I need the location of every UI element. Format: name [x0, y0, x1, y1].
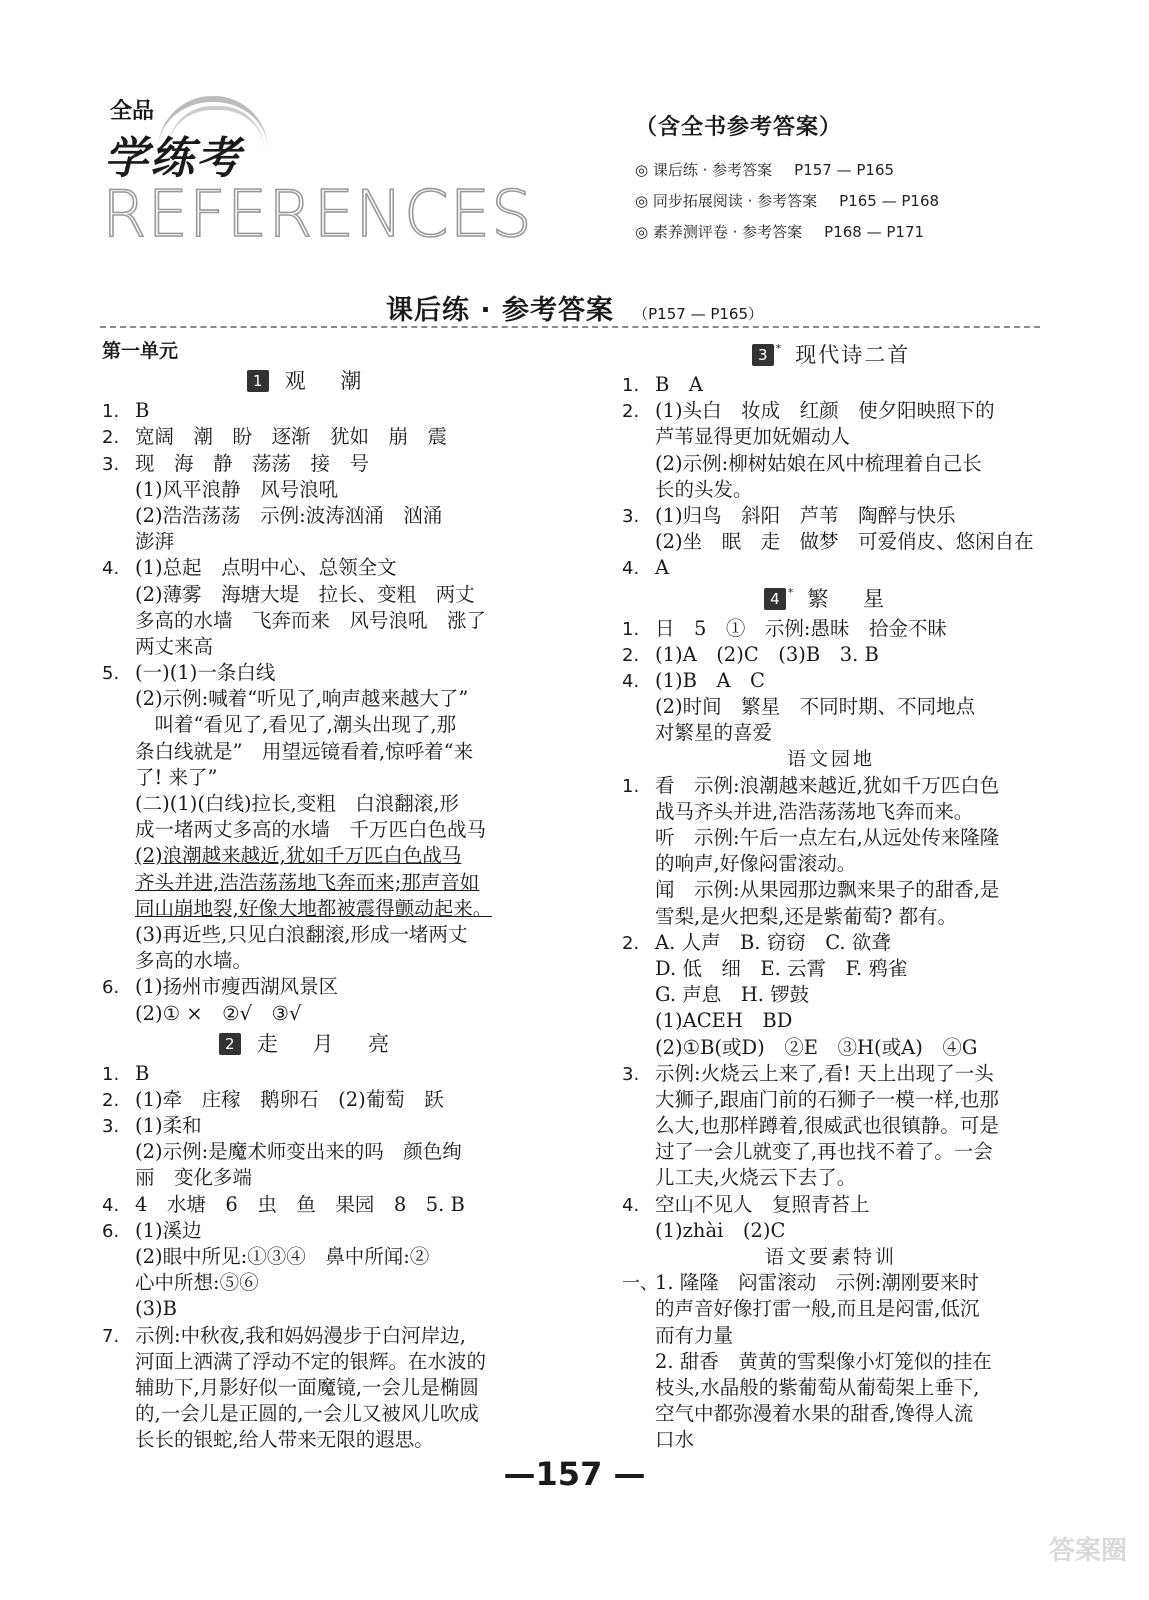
answer-text: (1)ACEH BD	[655, 1009, 793, 1033]
answer-text: 长的头发。	[655, 477, 753, 501]
answer-line	[622, 398, 1040, 424]
answer-text: 空气中都弥漫着水果的甜香,馋得人流	[655, 1402, 974, 1426]
lesson-title: 观 潮	[284, 369, 376, 394]
answer-line	[622, 1139, 1040, 1165]
question-number: 2.	[102, 1089, 120, 1111]
answer-line	[622, 1427, 1040, 1453]
answer-line	[102, 1270, 520, 1296]
contents-item-pages: P168 — P171	[824, 223, 925, 241]
answer-line	[102, 712, 520, 738]
answer-line	[102, 1218, 520, 1244]
answer-line	[622, 616, 1040, 642]
section-title: 课后练 · 参考答案	[385, 295, 615, 326]
answer-line	[622, 1113, 1040, 1139]
answer-line	[622, 877, 1040, 903]
answer-line	[622, 372, 1040, 398]
answer-text: (1)扬州市瘦西湖风景区	[135, 975, 339, 999]
answer-text: 多高的水墙。	[135, 949, 253, 973]
question-number: 2.	[102, 427, 120, 449]
chinese-garden-heading: 语文园地	[786, 748, 875, 771]
answer-line	[102, 1375, 520, 1401]
contents-item	[635, 186, 995, 217]
answer-text: (2)① × ②√ ③√	[135, 1001, 302, 1025]
page-number: —157 —	[503, 1455, 646, 1493]
answer-text: 条白线就是” 用望远镜看着,惊呼着“来	[135, 739, 474, 763]
answer-text: 听 示例:午后一点左右,从远处传来隆隆	[655, 826, 1000, 849]
answer-line	[102, 870, 520, 896]
answer-text: 示例:中秋夜,我和妈妈漫步于白河岸边,	[135, 1323, 466, 1347]
contents-item-pages: P157 — P165	[794, 161, 895, 179]
answer-text: 澎湃	[135, 530, 175, 554]
answer-line	[102, 503, 520, 529]
optional-star: *	[787, 585, 794, 599]
contents-list	[635, 155, 995, 248]
question-number: 4.	[622, 558, 640, 580]
answer-text: 同山崩地裂,好像大地都被震得颤动起来。	[135, 896, 493, 920]
answer-text: (2)示例:是魔术师变出来的吗 颜色绚	[135, 1140, 462, 1164]
answer-text: (2)时间 繁星 不同时期、不同地点	[655, 695, 976, 719]
answer-text: 多高的水墙 飞奔而来 风号浪吼 涨了	[135, 608, 487, 632]
logo-main-text: 学练考	[104, 133, 242, 184]
answer-line	[622, 694, 1040, 720]
answer-line	[102, 424, 520, 450]
answer-line	[102, 582, 520, 608]
answer-text: 长长的银蛇,给人带来无限的遐思。	[135, 1428, 434, 1452]
lesson-heading-2	[102, 1027, 520, 1061]
answer-line	[622, 1061, 1040, 1087]
answer-text: 丽 变化多端	[135, 1166, 253, 1190]
answer-text: (2)浩浩荡荡 示例:波涛汹涌 汹涌	[135, 503, 443, 527]
answer-line	[102, 1165, 520, 1191]
lesson-title: 走 月 亮	[256, 1031, 404, 1056]
lesson-3-answers	[622, 372, 1040, 582]
answer-line	[102, 1323, 520, 1349]
answer-line	[102, 1087, 520, 1113]
answer-text: 口水	[655, 1428, 695, 1452]
answer-text: 的,一会儿是正圆的,一会儿又被风儿吹成	[135, 1402, 479, 1426]
answer-text: (1)B A C	[655, 668, 765, 692]
answer-line	[102, 1244, 520, 1270]
answer-text: A	[655, 556, 670, 580]
dashed-divider	[100, 326, 1040, 328]
answer-text: 的响声,好像闷雷滚动。	[655, 852, 857, 876]
question-number: 2.	[622, 401, 640, 423]
answer-line	[622, 799, 1040, 825]
answer-text: D. 低 细 E. 云霄 F. 鸦雀	[655, 956, 908, 980]
answer-text: 两丈来高	[135, 634, 214, 658]
answer-text: 宽阔 潮 盼 逐渐 犹如 崩 震	[135, 425, 448, 449]
question-number: 2.	[622, 932, 640, 954]
answer-text: (1)A (2)C (3)B 3. B	[655, 642, 879, 666]
answer-line	[102, 608, 520, 634]
answer-text: 4 水塘 6 虫 鱼 果园 8 5. B	[135, 1192, 465, 1216]
answer-text: 齐头并进,浩浩荡荡地飞奔而来;那声音如	[135, 870, 480, 894]
answer-text: 闻 示例:从果园那边飘来果子的甜香,是	[655, 878, 1000, 902]
answer-text: (1)牵 庄稼 鹅卵石 (2)葡萄 跃	[135, 1087, 444, 1111]
answer-text: 过了一会儿就变了,再也找不着了。一会	[655, 1140, 993, 1164]
answer-line	[622, 503, 1040, 529]
answer-line	[102, 660, 520, 686]
answer-line	[622, 424, 1040, 450]
answer-text: 成一堵两丈多高的水墙 千万匹白色战马	[135, 818, 487, 842]
answer-text: 枝头,水晶般的紫葡萄从葡萄架上垂下,	[655, 1375, 980, 1399]
unit-title: 第一单元	[102, 340, 179, 362]
answer-text: 2. 甜香 黄黄的雪梨像小灯笼似的挂在	[655, 1349, 992, 1373]
lesson-number-badge: 4	[764, 588, 786, 610]
answer-text: B	[135, 1061, 150, 1085]
special-training-answers	[622, 1270, 1040, 1453]
question-number: 4.	[622, 670, 640, 692]
answer-line	[622, 1349, 1040, 1375]
answer-line	[622, 1165, 1040, 1191]
contents-item	[635, 155, 995, 186]
special-training-heading: 语文要素特训	[764, 1246, 897, 1268]
answer-text: 儿工夫,火烧云下去了。	[655, 1166, 857, 1190]
answer-line	[622, 668, 1040, 694]
answer-text: 示例:火烧云上来了,看! 天上出现了一头	[655, 1061, 994, 1085]
answer-text: 心中所想:⑤⑥	[135, 1271, 259, 1295]
section-page-range: （P157 — P165）	[633, 305, 764, 323]
answer-line	[102, 1296, 520, 1322]
answer-line	[102, 765, 520, 791]
lesson-1-answers	[102, 398, 520, 1027]
question-number: 3.	[102, 453, 120, 475]
answer-text: (1)头白 妆成 红颜 使夕阳映照下的	[655, 399, 995, 423]
answer-line	[622, 1401, 1040, 1427]
answer-line	[102, 974, 520, 1000]
answer-line	[102, 1061, 520, 1087]
question-number: 7.	[102, 1325, 120, 1347]
answer-text: (3)再近些,只见白浪翻滚,形成一堵两丈	[135, 922, 468, 946]
answer-line	[102, 1001, 520, 1027]
lesson-number-badge: 3	[752, 344, 774, 366]
question-number: 1.	[102, 1063, 120, 1085]
answer-line	[102, 1113, 520, 1139]
answer-line	[102, 1139, 520, 1165]
lesson-4-answers	[622, 616, 1040, 747]
optional-star: *	[775, 342, 782, 355]
answer-line	[622, 904, 1040, 930]
contents-box	[635, 110, 995, 248]
answer-text: B	[135, 399, 150, 423]
answer-text: (2)示例:喊着“听见了,响声越来越大了”	[135, 687, 469, 711]
answer-text: (1)zhài (2)C	[655, 1218, 786, 1242]
answer-text: (2)薄雾 海塘大堤 拉长、变粗 两丈	[135, 582, 475, 606]
question-number: 4.	[102, 558, 120, 580]
answer-line	[102, 451, 520, 477]
contents-item-pages: P165 — P168	[839, 192, 940, 210]
answer-text: (2)眼中所见:①③④ 鼻中所闻:②	[135, 1245, 430, 1268]
answer-line	[102, 1427, 520, 1453]
logo-top-text: 全品	[110, 99, 155, 124]
right-column	[622, 338, 1040, 1454]
question-number: 2.	[622, 644, 640, 666]
answer-text: 对繁星的喜爱	[655, 721, 773, 745]
answer-line	[102, 843, 520, 869]
question-number: 1.	[622, 775, 640, 797]
question-number: 5.	[102, 663, 120, 685]
answer-text: (1)风平浪静 风号浪吼	[135, 477, 339, 501]
contents-item-label: ◎ 素养测评卷 · 参考答案	[635, 223, 803, 241]
lesson-heading-1	[102, 364, 520, 398]
answer-line	[102, 1192, 520, 1218]
lesson-number-badge: 1	[247, 370, 269, 392]
lesson-title: 繁 星	[807, 586, 899, 611]
answer-line	[622, 1218, 1040, 1244]
answer-text: 看 示例:浪潮越来越近,犹如千万匹白色	[655, 773, 1000, 797]
answer-line	[102, 1401, 520, 1427]
answer-text: 辅助下,月影好似一面魔镜,一会儿是椭圆	[135, 1375, 479, 1399]
answer-text: 而有力量	[655, 1323, 734, 1347]
answer-line	[102, 791, 520, 817]
answer-line	[622, 930, 1040, 956]
answer-text: 现 海 静 荡荡 接 号	[135, 451, 370, 475]
answer-line	[622, 1296, 1040, 1322]
answer-text: (2)浪潮越来越近,犹如千万匹白色战马	[135, 844, 462, 868]
answer-line	[622, 773, 1040, 799]
question-number: 3.	[622, 505, 640, 527]
answer-line	[622, 1087, 1040, 1113]
answer-line	[622, 825, 1040, 851]
answer-text: 日 5 ① 示例:愚昧 拾金不昧	[655, 616, 947, 640]
answer-line	[622, 555, 1040, 581]
answer-line	[102, 948, 520, 974]
contents-item-label: ◎ 同步拓展阅读 · 参考答案	[635, 192, 818, 210]
lesson-2-answers	[102, 1061, 520, 1454]
answer-line	[622, 529, 1040, 555]
question-number: 3.	[622, 1063, 640, 1085]
question-number: 1.	[622, 375, 640, 396]
question-number: 3.	[102, 1116, 120, 1138]
answer-line	[102, 634, 520, 660]
answer-text: (2)坐 眠 走 做梦 可爱俏皮、悠闲自在	[655, 530, 1034, 554]
question-number: 6.	[102, 1220, 120, 1242]
answer-text: 了! 来了”	[135, 765, 218, 789]
answer-text: G. 声息 H. 锣鼓	[655, 983, 810, 1007]
answer-line	[102, 398, 520, 424]
answer-line	[622, 720, 1040, 746]
answer-line	[622, 1192, 1040, 1218]
contents-item-label: ◎ 课后练 · 参考答案	[635, 161, 773, 179]
answer-text: (2)示例:柳树姑娘在风中梳理着自己长	[655, 451, 982, 475]
answer-text: 么大,也那样蹲着,很威武也很镇静。可是	[655, 1114, 999, 1138]
answer-line	[622, 642, 1040, 668]
lesson-heading-4	[622, 582, 1040, 616]
answer-text: 河面上洒满了浮动不定的银辉。在水波的	[135, 1349, 487, 1373]
question-number: 1.	[622, 618, 640, 640]
answer-line	[622, 451, 1040, 477]
section-header	[0, 288, 1149, 327]
answer-line	[102, 896, 520, 922]
lesson-number-badge: 2	[219, 1033, 241, 1055]
lesson-title: 现代诗二首	[795, 343, 911, 367]
contents-title: （含全书参考答案）	[635, 115, 843, 140]
question-number: 4.	[102, 1194, 120, 1216]
answer-line	[622, 1270, 1040, 1296]
answer-line	[622, 1375, 1040, 1401]
answer-text: 芦苇显得更加妩媚动人	[655, 425, 851, 449]
answer-text: (2)①B(或D) ②E ③H(或A) ④G	[655, 1035, 978, 1059]
answer-text: 雪梨,是火把梨,还是紫葡萄? 都有。	[655, 904, 958, 928]
answer-text: 叫着“看见了,看见了,潮头出现了,那	[135, 713, 457, 737]
answer-line	[622, 477, 1040, 503]
answer-line	[622, 1035, 1040, 1061]
answer-line	[622, 851, 1040, 877]
chinese-garden-answers	[622, 773, 1040, 1244]
answer-text: (1)总起 点明中心、总领全文	[135, 556, 397, 580]
answer-text: (一)(1)一条白线	[135, 661, 276, 685]
answer-text: 空山不见人 复照青苔上	[655, 1192, 870, 1216]
answer-text: (二)(1)(白线)拉长,变粗 白浪翻滚,形	[135, 792, 459, 815]
answer-line	[102, 555, 520, 581]
question-number: 4.	[622, 1194, 640, 1216]
answer-line	[622, 1323, 1040, 1349]
answer-text: (3)B	[135, 1297, 177, 1321]
answer-text: (1)溪边	[135, 1218, 202, 1242]
answer-line	[622, 982, 1040, 1008]
answer-text: 1. 隆隆 闷雷滚动 示例:潮刚要来时	[655, 1271, 979, 1295]
answer-text: A. 人声 B. 窃窃 C. 欲聋	[655, 930, 891, 954]
lesson-heading-3	[622, 338, 1040, 372]
answer-line	[102, 817, 520, 843]
left-column	[102, 338, 520, 1454]
answer-text: (1)柔和	[135, 1114, 202, 1138]
answer-line	[102, 477, 520, 503]
watermark-logo: 答案圈	[1048, 1536, 1127, 1566]
answer-line	[102, 686, 520, 712]
contents-item	[635, 217, 995, 248]
answer-line	[622, 956, 1040, 982]
answer-text: 的声音好像打雷一般,而且是闷雷,低沉	[655, 1297, 980, 1321]
answer-text: B A	[655, 373, 703, 396]
answer-text: 大狮子,跟庙门前的石狮子一模一样,也那	[655, 1087, 999, 1111]
answer-line	[102, 739, 520, 765]
answer-line	[102, 529, 520, 555]
answer-line	[102, 1349, 520, 1375]
answer-line	[622, 1008, 1040, 1034]
question-number: 一、	[622, 1273, 658, 1295]
answer-text: 战马齐头并进,浩浩荡荡地飞奔而来。	[655, 799, 974, 823]
answer-line	[102, 922, 520, 948]
question-number: 6.	[102, 977, 120, 999]
logo-references-text: REFERENCES	[102, 178, 533, 252]
publisher-logo	[100, 92, 560, 252]
answer-text: (1)归鸟 斜阳 芦苇 陶醉与快乐	[655, 503, 956, 527]
question-number: 1.	[102, 401, 120, 423]
